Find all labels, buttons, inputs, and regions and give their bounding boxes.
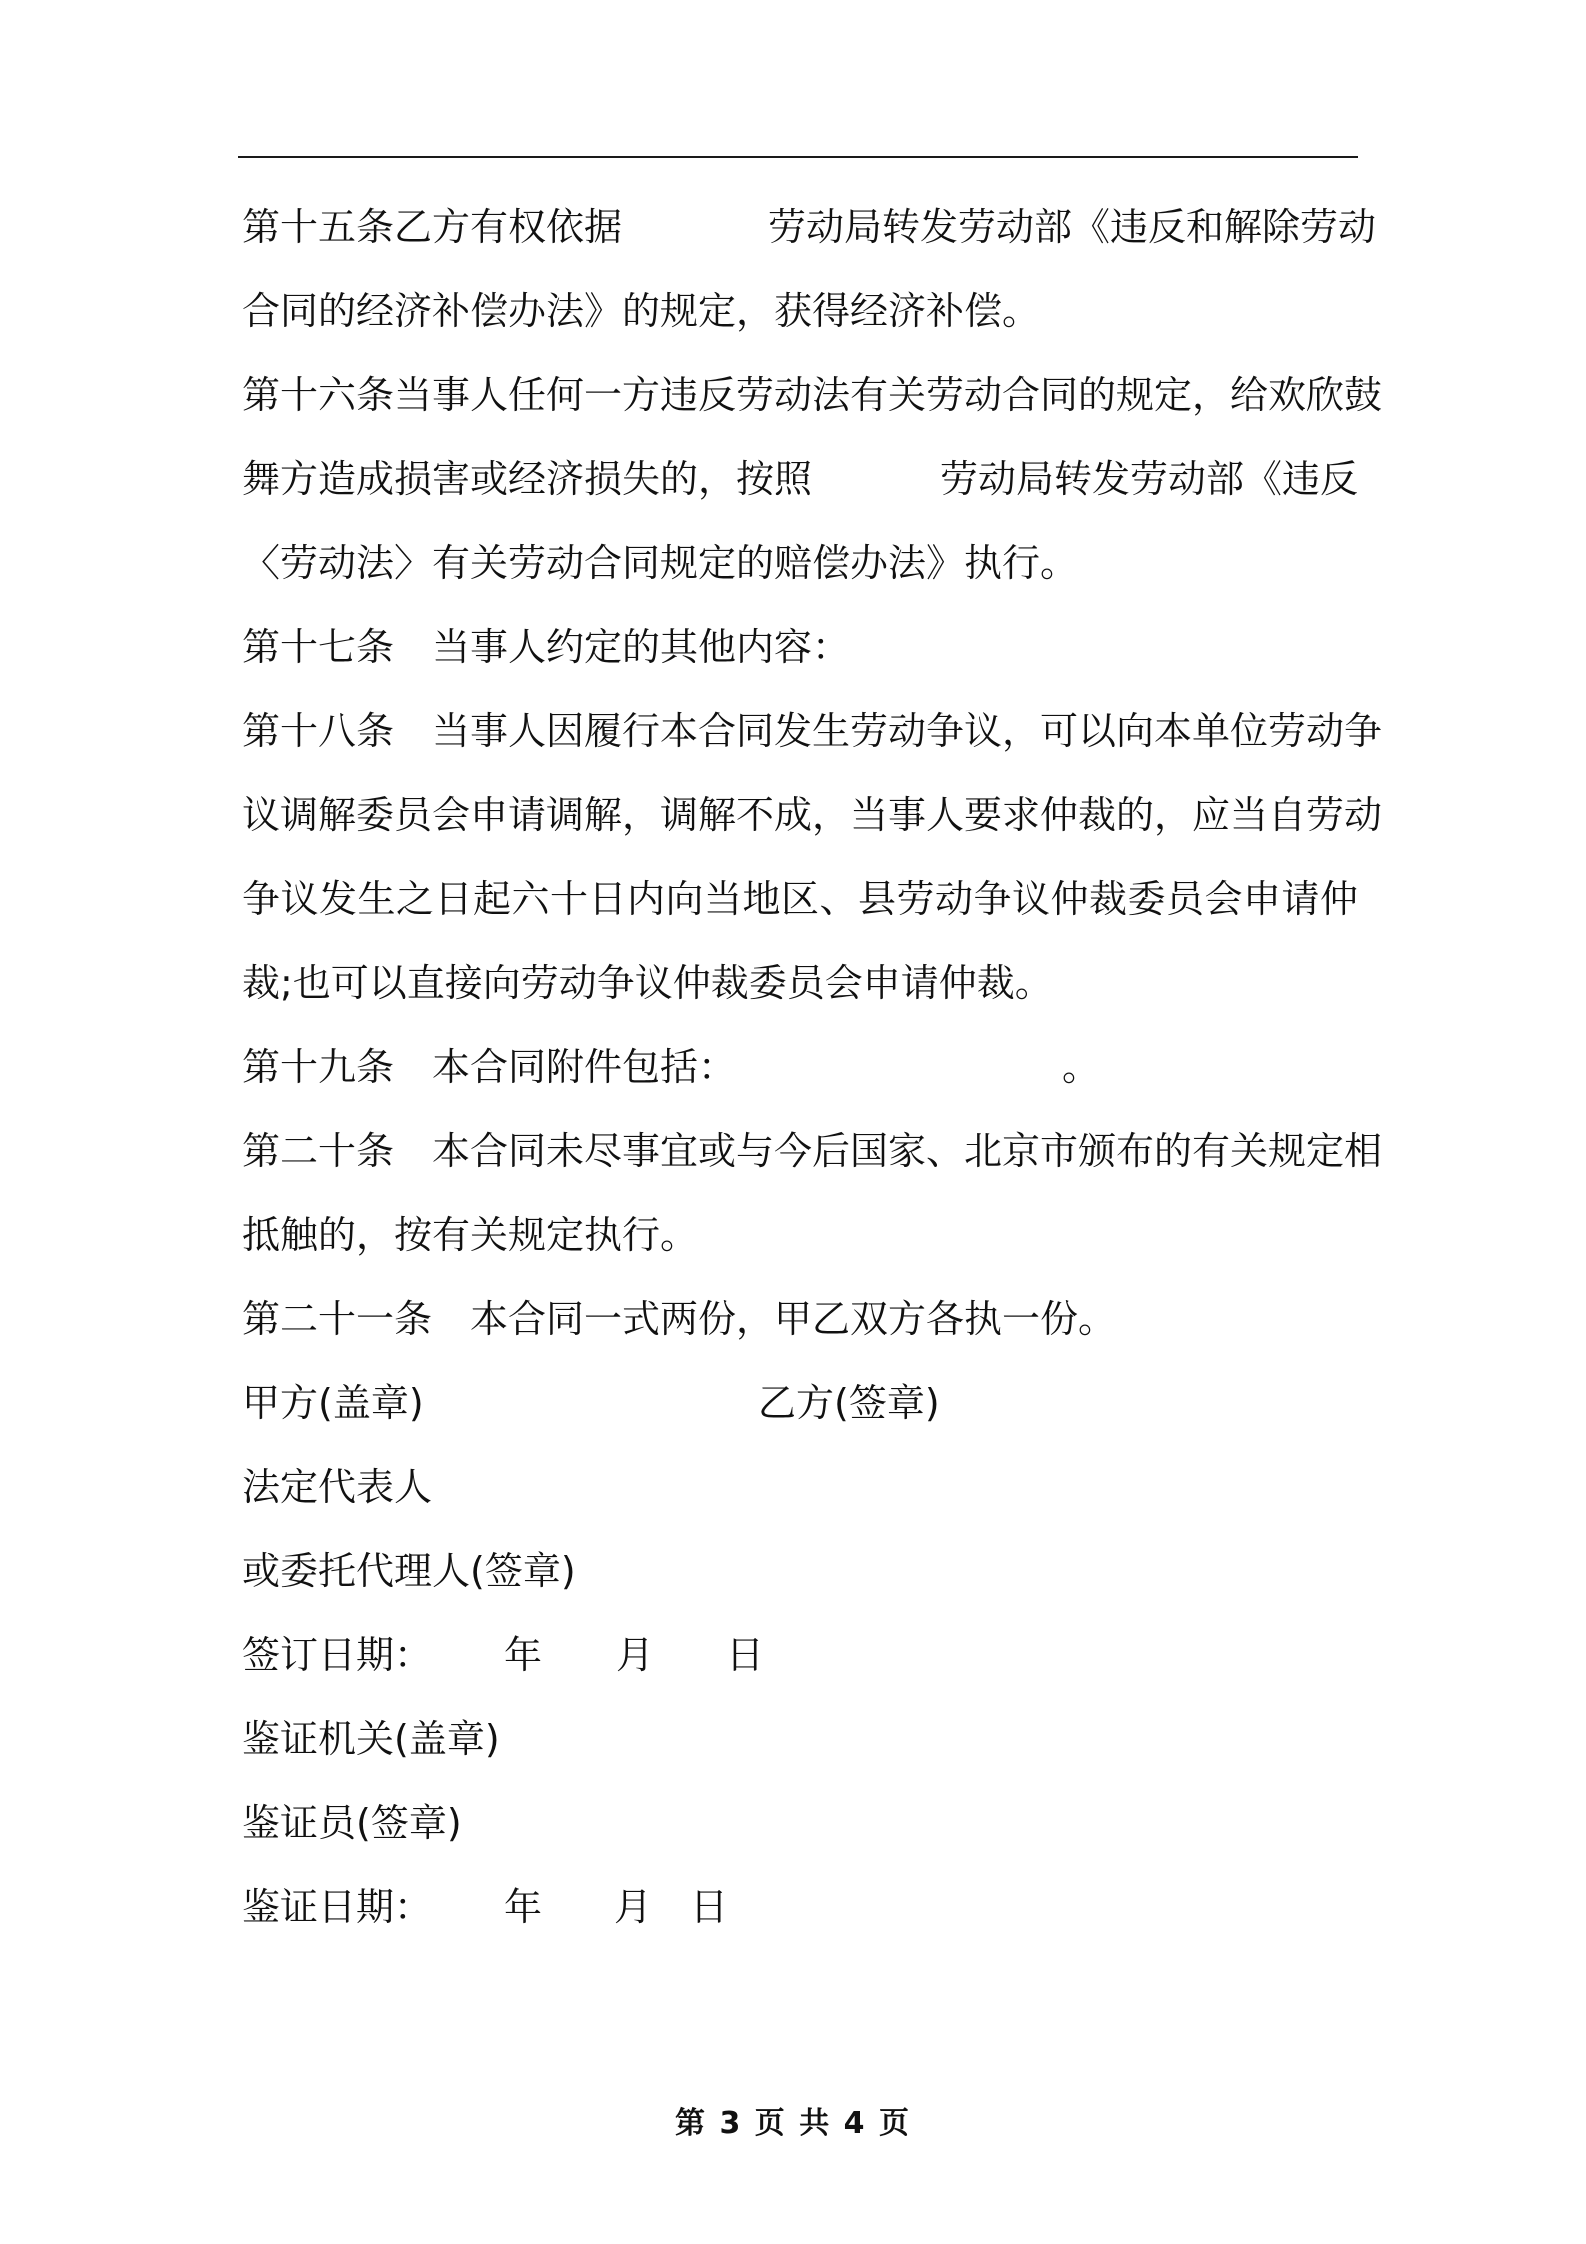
party-a-seal: 甲方(盖章): [242, 1381, 424, 1425]
document-body: [242, 198, 1383, 1962]
certification-month: 月: [614, 1885, 653, 1929]
signing-day: 日: [726, 1633, 765, 1677]
article-16-text-end: 〈劳动法〉有关劳动合同规定的赔偿办法》执行。: [242, 541, 1079, 585]
article-20-text: 第二十条 本合同未尽事宜或与今后国家、北京市颁布的有关规定相: [242, 1129, 1383, 1173]
article-18-line-1: [242, 702, 1383, 786]
certifying-authority-label: 鉴证机关(盖章): [242, 1717, 500, 1761]
article-20-text-2: 抵触的，按有关规定执行。: [242, 1213, 699, 1257]
certification-year: 年: [504, 1885, 543, 1929]
article-19-text: 第十九条 本合同附件包括：: [242, 1045, 737, 1089]
article-18-text-2: 议调解委员会申请调解，调解不成，当事人要求仲裁的，应当自劳动: [242, 793, 1383, 837]
signing-year: 年: [504, 1633, 543, 1677]
article-16-text-cont: 舞方造成损害或经济损失的，按照: [242, 457, 813, 501]
article-18-line-2: [242, 786, 1383, 870]
article-18-text-3: 争议发生之日起六十日内向当地区、县劳动争议仲裁委员会申请仲: [242, 877, 1358, 921]
article-15-line-2: [242, 282, 1358, 366]
certifying-officer: [242, 1794, 1358, 1878]
certification-date: [242, 1878, 1358, 1962]
article-15-text-cont: 劳动局转发劳动部《违反和解除劳动: [768, 205, 1377, 249]
signature-parties: [242, 1374, 1358, 1458]
article-21: [242, 1290, 1358, 1374]
article-18-text-4: 裁;也可以直接向劳动争议仲裁委员会申请仲裁。: [242, 961, 1053, 1005]
authorized-agent-label: 或委托代理人(签章): [242, 1549, 576, 1593]
article-20-line-2: [242, 1206, 1358, 1290]
certifying-authority: [242, 1710, 1358, 1794]
article-15-text: 第十五条乙方有权依据: [242, 205, 623, 249]
article-16-text: 第十六条当事人任何一方违反劳动法有关劳动合同的规定，给欢欣鼓: [242, 373, 1383, 417]
page-number: 第 3 页 共 4 页: [675, 2106, 911, 2141]
article-21-text: 第二十一条 本合同一式两份，甲乙双方各执一份。: [242, 1297, 1117, 1341]
legal-representative-label: 法定代表人: [242, 1465, 433, 1509]
article-16-text-cont-2: 劳动局转发劳动部《违反: [940, 457, 1359, 501]
certifying-officer-label: 鉴证员(签章): [242, 1801, 462, 1845]
article-17-text: 第十七条 当事人约定的其他内容：: [242, 625, 851, 669]
signing-date: [242, 1626, 1358, 1710]
signing-date-label: 签订日期：: [242, 1633, 433, 1677]
article-20-line-1: [242, 1122, 1383, 1206]
article-16-line-3: [242, 534, 1358, 618]
article-17: [242, 618, 1358, 702]
certification-date-label: 鉴证日期：: [242, 1885, 433, 1929]
article-18-text: 第十八条 当事人因履行本合同发生劳动争议，可以向本单位劳动争: [242, 709, 1383, 753]
article-15-text-end: 合同的经济补偿办法》的规定，获得经济补偿。: [242, 289, 1041, 333]
article-19: [242, 1038, 1358, 1122]
article-16-line-1: [242, 366, 1383, 450]
party-b-signature: 乙方(签章): [758, 1381, 940, 1425]
header-rule: [238, 156, 1358, 158]
article-19-period: 。: [1062, 1045, 1101, 1089]
article-18-line-4: [242, 954, 1358, 1038]
authorized-agent: [242, 1542, 1358, 1626]
article-15-line-1: [242, 198, 1377, 282]
legal-representative: [242, 1458, 1358, 1542]
article-16-line-2: [242, 450, 1358, 534]
article-18-line-3: [242, 870, 1358, 954]
certification-day: 日: [690, 1885, 729, 1929]
signing-month: 月: [616, 1633, 655, 1677]
